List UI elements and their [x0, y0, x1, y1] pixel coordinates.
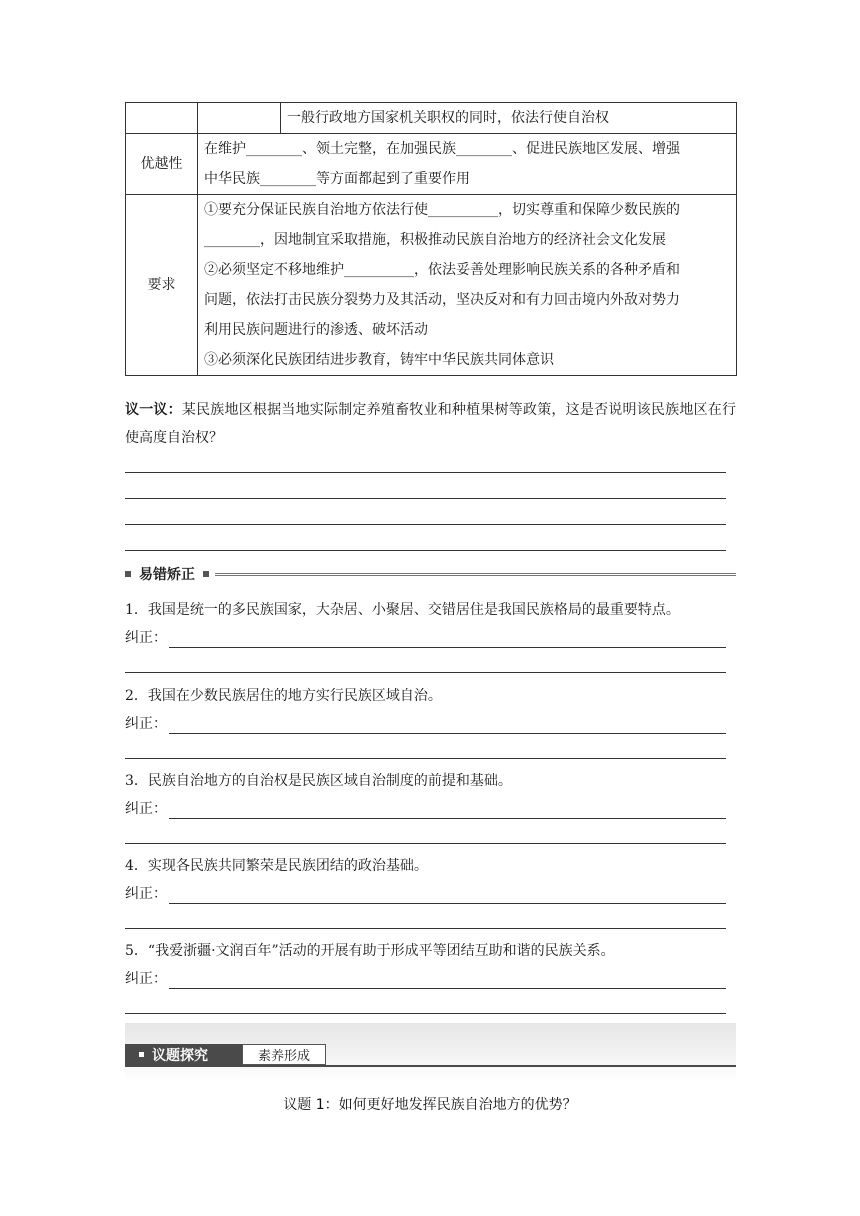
error-item: 1．我国是统一的多民族国家，大杂居、小聚居、交错居住是我国民族格局的最重要特点。: [125, 602, 680, 618]
section-rule: [215, 573, 736, 576]
table-cell-text: 一般行政地方国家机关职权的同时，依法行使自治权: [281, 103, 737, 134]
discussion-text: 某民族地区根据当地实际制定养殖畜牧业和种植果树等政策，这是否说明该民族地区在行使高度自治权？: [125, 402, 736, 446]
table-row: [126, 103, 737, 134]
text-line: ②必须坚定不移地维护__________，依法妥善处理影响民族关系的各种矛盾和: [204, 262, 680, 278]
table-cell-empty: [198, 103, 281, 134]
square-bullet-icon: [125, 571, 131, 577]
answer-line[interactable]: [125, 472, 726, 473]
correction-field[interactable]: [125, 799, 726, 819]
text-line: 利用民族问题进行的渗透、破坏活动: [204, 322, 428, 338]
banner-strip: [125, 1065, 736, 1067]
section-banner: [125, 1023, 736, 1081]
text-line: ①要充分保证民族自治地方依法行使__________，切实尊重和保障少数民族的: [204, 202, 680, 218]
text-line: 在维护________、领土完整，在加强民族________、促进民族地区发展、增强: [204, 141, 680, 157]
table-cell-text: [198, 134, 737, 195]
answer-line[interactable]: [125, 524, 726, 525]
error-item: 4．实现各民族共同繁荣是民族团结的政治基础。: [125, 858, 428, 874]
table-row: [126, 195, 737, 376]
square-bullet-icon: [139, 1052, 144, 1057]
table-row: [126, 134, 737, 195]
banner-light-label: 素养形成: [257, 1049, 310, 1064]
text-line: 中华民族________等方面都起到了重要作用: [204, 171, 470, 187]
answer-line[interactable]: [125, 550, 726, 551]
correction-label: 纠正：: [125, 630, 167, 646]
text-line: ________，因地制宜采取措施，积极推动民族自治地方的经济社会文化发展: [204, 232, 666, 248]
section-header-errors: [125, 564, 736, 584]
answer-line[interactable]: [125, 1013, 726, 1014]
summary-table: [125, 102, 737, 376]
banner-dark-tab: [125, 1044, 242, 1065]
banner-dark-label: 议题探究: [152, 1047, 208, 1064]
banner-light-tab: [242, 1044, 326, 1065]
correction-line[interactable]: [169, 805, 726, 819]
error-item: 3．民族自治地方的自治权是民族区域自治制度的前提和基础。: [125, 773, 512, 789]
correction-label: 纠正：: [125, 886, 167, 902]
correction-line[interactable]: [169, 720, 726, 734]
correction-label: 纠正：: [125, 716, 167, 732]
row-header-requirements: 要求: [126, 195, 198, 376]
text-line: 问题，依法打击民族分裂势力及其活动，坚决反对和有力回击境内外敌对势力: [204, 292, 680, 308]
correction-label: 纠正：: [125, 971, 167, 987]
section-title: 易错矫正: [139, 567, 195, 583]
error-item: 2．我国在少数民族居住的地方实行民族区域自治。: [125, 688, 442, 704]
answer-line[interactable]: [125, 928, 726, 929]
table-cell-empty: [126, 103, 198, 134]
correction-field[interactable]: [125, 884, 726, 904]
answer-line[interactable]: [125, 498, 726, 499]
topic-heading: 议题 1：如何更好地发挥民族自治地方的优势？: [283, 1097, 577, 1113]
answer-line[interactable]: [125, 843, 726, 844]
correction-line[interactable]: [169, 975, 726, 989]
discussion-question: [125, 396, 736, 452]
error-item: 5．“我爱浙疆·文润百年”活动的开展有助于形成平等团结互助和谐的民族关系。: [125, 943, 615, 959]
correction-label: 纠正：: [125, 801, 167, 817]
discussion-lead: 议一议：: [125, 402, 182, 418]
correction-field[interactable]: [125, 628, 726, 648]
answer-line[interactable]: [125, 672, 726, 673]
row-header-superiority: 优越性: [126, 134, 198, 195]
correction-field[interactable]: [125, 969, 726, 989]
table-cell-text: [198, 195, 737, 376]
answer-line[interactable]: [125, 758, 726, 759]
correction-line[interactable]: [169, 890, 726, 904]
correction-line[interactable]: [169, 634, 726, 648]
square-bullet-icon: [203, 571, 209, 577]
text-line: ③必须深化民族团结进步教育，铸牢中华民族共同体意识: [204, 352, 554, 368]
correction-field[interactable]: [125, 714, 726, 734]
